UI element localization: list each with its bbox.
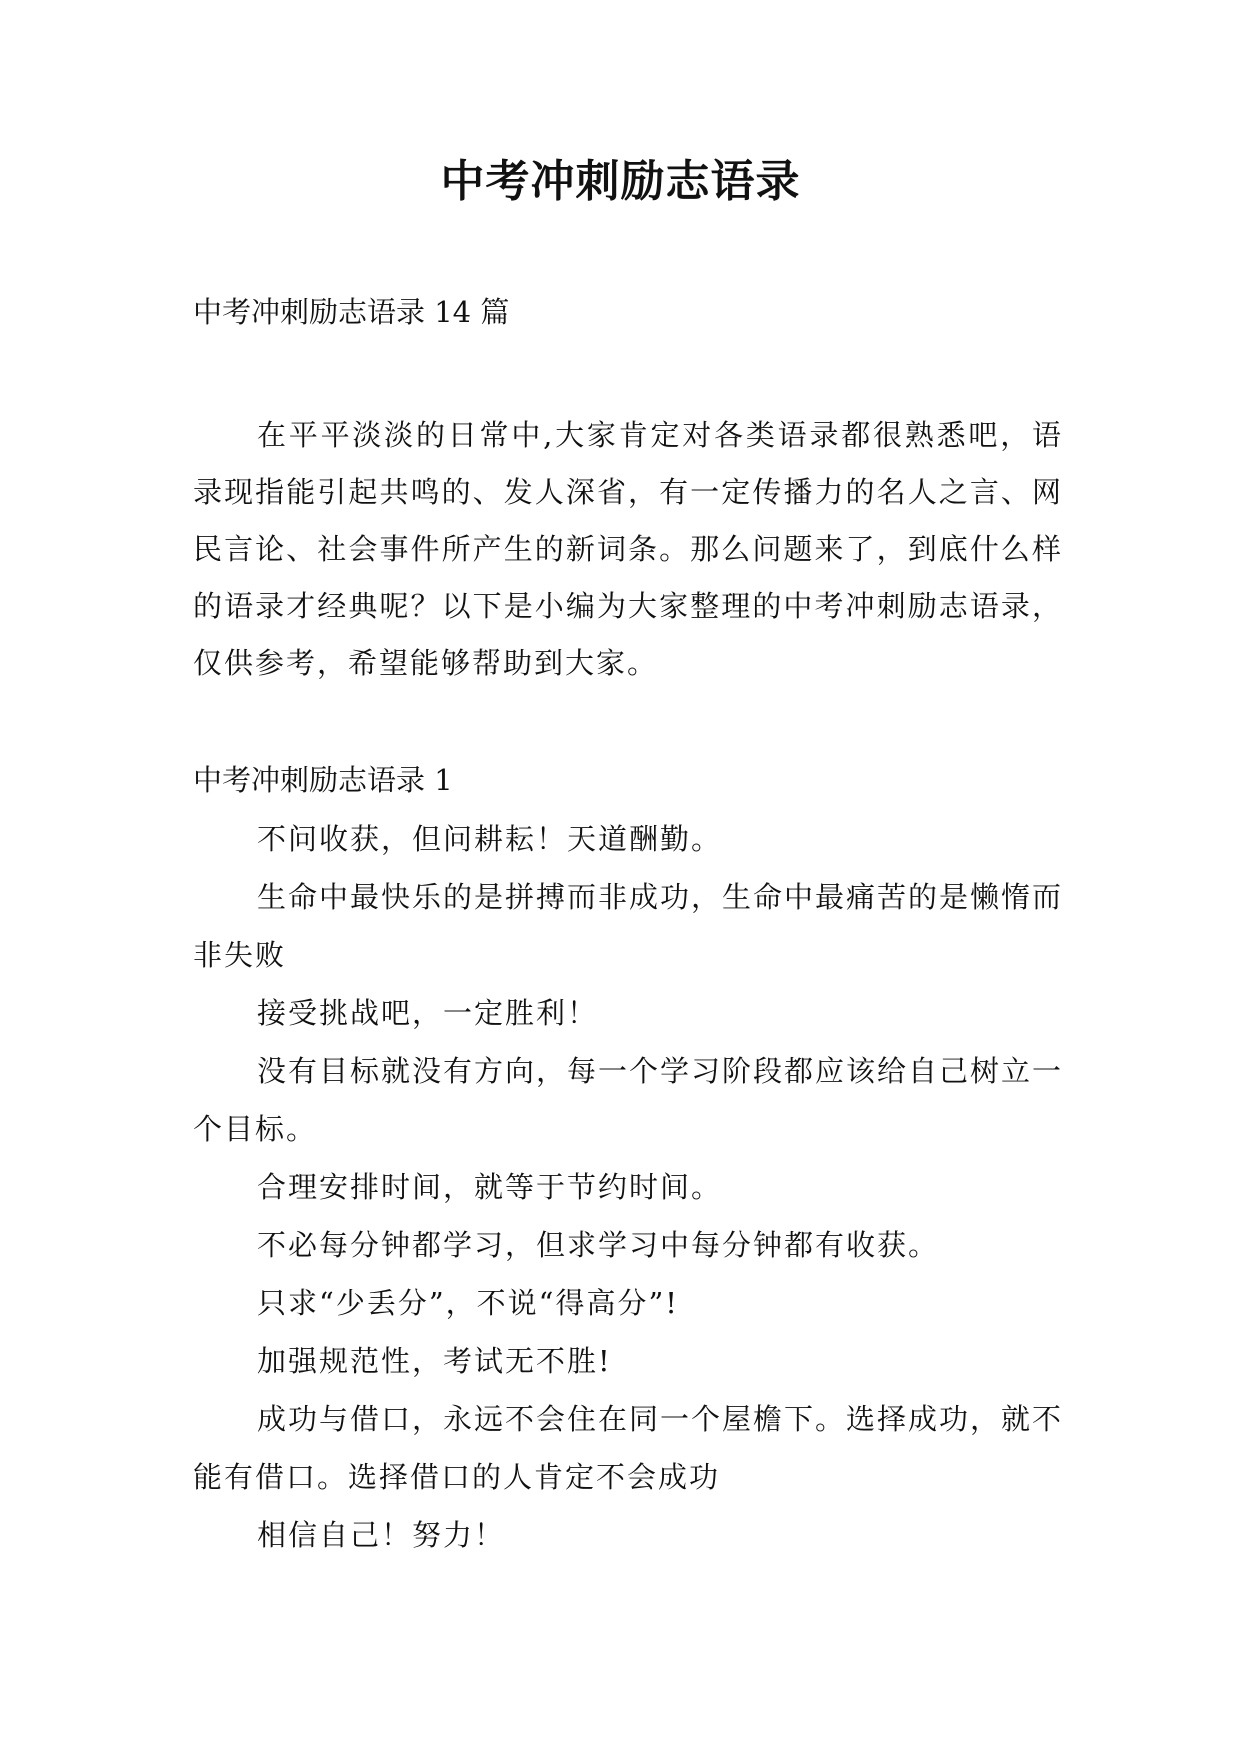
quote-item: 生命中最快乐的是拼搏而非成功，生命中最痛苦的是懒惰而非失败 bbox=[193, 880, 1064, 972]
section-heading: 中考冲刺励志语录 1 bbox=[193, 763, 453, 797]
quote-item: 成功与借口，永远不会住在同一个屋檐下。选择成功，就不能有借口。选择借口的人肯定不会成功 bbox=[193, 1402, 1064, 1494]
quote-item: 没有目标就没有方向，每一个学习阶段都应该给自己树立一个目标。 bbox=[193, 1054, 1064, 1146]
quote-item: 相信自己！努力！ bbox=[257, 1518, 506, 1552]
document-title: 中考冲刺励志语录 bbox=[440, 156, 801, 207]
quote-item: 接受挑战吧，一定胜利！ bbox=[257, 996, 599, 1030]
quote-list bbox=[193, 810, 1063, 1564]
quote-item: 加强规范性，考试无不胜! bbox=[257, 1344, 612, 1378]
document-subtitle: 中考冲刺励志语录 14 篇 bbox=[193, 295, 510, 329]
quote-item: 不必每分钟都学习，但求学习中每分钟都有收获。 bbox=[257, 1228, 940, 1262]
quote-item: 不问收获，但问耕耘！天道酬勤。 bbox=[257, 822, 723, 856]
quote-item: 合理安排时间，就等于节约时间。 bbox=[257, 1170, 723, 1204]
quote-item: 只求“少丢分”，不说“得高分”! bbox=[257, 1286, 679, 1320]
intro-paragraph: 在平平淡淡的日常中,大家肯定对各类语录都很熟悉吧，语录现指能引起共鸣的、发人深省，有一定传播力的名人之言、网民言论、社会事件所产生的新词条。那么问题来了，到底什么样的语录才经典呢？以下是小编为大家整理的中考冲刺励志语录，仅供参考，希望能够帮助到大家。 bbox=[193, 418, 1063, 680]
